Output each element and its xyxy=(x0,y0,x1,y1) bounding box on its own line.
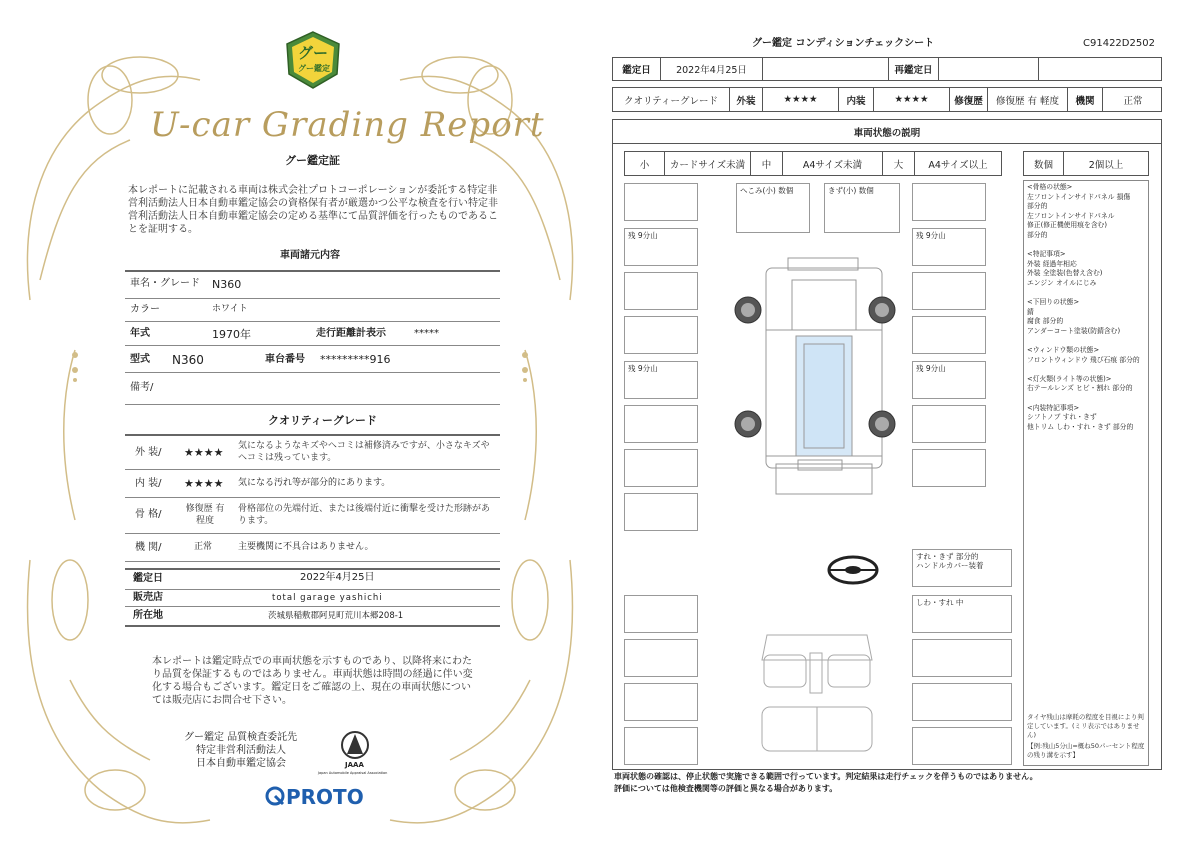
date-row xyxy=(612,57,1162,81)
grade-ext-desc: 気になるようなキズやヘコミは補修済みですが、小さなキズやヘコミは残っています。 xyxy=(238,441,490,463)
grade-engine-label: 機 関/ xyxy=(135,542,162,553)
year-label: 年式 xyxy=(130,328,150,339)
notes-line: シフトノブ すれ・きず xyxy=(1027,413,1097,422)
jaaa-logo-icon xyxy=(340,730,370,760)
engine-value: 正常 xyxy=(1123,95,1143,107)
org-line-2: 特定非営利活動法人 xyxy=(196,745,286,756)
grade-engine-desc: 主要機関に不具合はありません。 xyxy=(238,542,374,552)
tire-rr-box: 残 9分山 xyxy=(912,361,986,399)
shop-value: total garage yashichi xyxy=(272,593,383,603)
condition-check-sheet xyxy=(600,0,1200,848)
name-label: 車名・グレード xyxy=(130,278,200,289)
tire-note-1: タイヤ残山は摩耗の程度を目視により判定しています。(ミリ表示ではありません) xyxy=(1027,713,1144,739)
size-legend xyxy=(624,151,1002,176)
notes-line xyxy=(1027,365,1147,375)
address-label: 所在地 xyxy=(133,610,163,621)
tire-rl-box: 残 9分山 xyxy=(624,361,698,399)
count-value: 2個以上 xyxy=(1088,159,1124,171)
notes-line xyxy=(1027,289,1147,299)
shop-label: 販売店 xyxy=(133,592,163,603)
engine-label: 機関 xyxy=(1068,88,1103,111)
state-title-bar xyxy=(612,119,1162,144)
legend-large: 大 xyxy=(883,152,915,175)
notes-line xyxy=(1027,394,1147,404)
org-line-3: 日本自動車鑑定協会 xyxy=(196,758,286,769)
notes-line: エンジン オイルにじみ xyxy=(1027,278,1097,287)
ext-value: ★★★★ xyxy=(763,88,839,111)
model-label: 型式 xyxy=(130,354,150,365)
eval-date-value: 2022年4月25日 xyxy=(300,572,375,583)
name-value: N360 xyxy=(212,278,242,291)
int-label: 内装 xyxy=(839,88,874,111)
count-legend xyxy=(1023,151,1149,176)
color-value: ホワイト xyxy=(212,304,248,314)
grade-ext-label: 外 装/ xyxy=(135,447,162,458)
repair-value: 修復歴 有 軽度 xyxy=(988,88,1068,111)
notes-line: 修正(修正機使用痕を含む) xyxy=(1027,221,1108,230)
footer-line-1: 車両状態の確認は、停止状態で実施できる範囲で行っています。判定結果は走行チェックを伴うものではありません。 xyxy=(614,772,1038,781)
top-damage-box-2: きず(小) 数個 xyxy=(824,183,900,233)
legend-mid: 中 xyxy=(751,152,783,175)
tire-fl-box: 残 9分山 xyxy=(624,228,698,266)
grade-frame-desc: 骨格部位の先端付近、または後端付近に衝撃を受けた形跡があります。 xyxy=(238,504,491,526)
chassis-value: *********916 xyxy=(320,353,391,366)
notes-line: 錆 xyxy=(1027,307,1034,316)
ext-label: 外装 xyxy=(730,88,763,111)
footer-line-2: 評価については他検査機関等の評価と異なる場合があります。 xyxy=(614,784,838,793)
org-line-1: グー鑑定 品質検査委託先 xyxy=(184,732,298,743)
eval-date-label: 鑑定日 xyxy=(133,573,163,584)
legend-large-desc: A4サイズ以上 xyxy=(928,159,988,171)
chassis-label: 車台番号 xyxy=(265,354,305,365)
report-subtitle: グー鑑定証 xyxy=(285,154,340,167)
notes-line: <下回りの状態> xyxy=(1027,298,1080,307)
grade-frame-label: 骨 格/ xyxy=(135,509,162,520)
state-title: 車両状態の説明 xyxy=(853,127,921,139)
year-value: 1970年 xyxy=(212,328,251,341)
notes-line: <特記事項> xyxy=(1027,250,1066,259)
notes-panel xyxy=(1023,180,1149,766)
steering-note-1: すれ・きず 部分的 xyxy=(916,552,979,561)
interior-diagram xyxy=(752,615,882,765)
grade-engine-value: 正常 xyxy=(194,542,213,552)
notes-label: 備考/ xyxy=(130,382,154,393)
address-value: 茨城県稲敷郡阿見町荒川本郷208-1 xyxy=(268,611,404,621)
notes-line: 腐食 部分的 xyxy=(1027,317,1064,326)
reeval-date-label: 再鑑定日 xyxy=(889,58,939,80)
notes-line: 部分的 xyxy=(1027,230,1048,239)
tire-fr-box: 残 9分山 xyxy=(912,228,986,266)
footer-note: 本レポートは鑑定時点での車両状態を示すものであり、以降将来にわたり品質を保証するものではありません。車両状態は時間の経過に伴い変化する場合もございます。鑑定日をご確認の上、現在の車両状態については販売店にお問合せ下さい。 xyxy=(152,656,473,706)
notes-line: <ウィンドウ類の状態> xyxy=(1027,346,1100,355)
notes-line: 外装 経過年相応 xyxy=(1027,259,1077,268)
wheels-overlay xyxy=(730,290,910,450)
goo-kantei-logo-icon xyxy=(283,30,343,92)
top-damage-box-1: へこみ(小) 数個 xyxy=(736,183,810,233)
date-value: 2022年4月25日 xyxy=(661,58,763,80)
quality-grade-title: クオリティーグレード xyxy=(268,414,377,427)
svg-text:グー: グー xyxy=(297,44,329,62)
jaaa-subtext: Japan Automobile Appraisal Association xyxy=(318,771,388,775)
notes-line: <骨格の状態> xyxy=(1027,183,1073,191)
notes-line xyxy=(1027,241,1147,251)
model-value: N360 xyxy=(172,353,204,367)
grade-ext-value: ★★★★ xyxy=(184,446,224,459)
mileage-value: ***** xyxy=(414,328,439,339)
logo-text: グー鑑定 xyxy=(298,64,330,73)
intro-text: 本レポートに記載される車両は株式会社プロトコーポレーションが委託する特定非営利活動法人日本自動車鑑定協会の資格保有者が厳選かつ公平な検査を行い特定非営利活動法人日本自動車鑑定協会の定める基準にて品質評価を行ったものであることを証明する。 xyxy=(128,185,498,235)
notes-line: 部分的 xyxy=(1027,202,1048,211)
proto-mark-icon xyxy=(265,786,285,806)
notes-line: フロントウィンドウ 飛び石痕 部分的 xyxy=(1027,355,1140,364)
grade-int-value: ★★★★ xyxy=(184,477,224,490)
sheet-title: グー鑑定 コンディションチェックシート xyxy=(752,38,935,49)
notes-line: 右テールレンズ ヒビ・割れ 部分的 xyxy=(1027,384,1133,393)
quality-grade-label: クオリティーグレード xyxy=(613,88,730,111)
notes-line: 左フロントインサイドパネル xyxy=(1027,211,1115,220)
proto-logo-text: PROTO xyxy=(286,785,364,809)
tire-note-2: 【例:残山5分山=概ね50パーセント程度の残り溝を示す】 xyxy=(1027,742,1145,759)
steering-note-2: ハンドルカバー装着 xyxy=(916,561,984,570)
legend-mid-desc: A4サイズ未満 xyxy=(783,152,883,175)
repair-label: 修復歴 xyxy=(950,88,988,111)
notes-line xyxy=(1027,337,1147,347)
notes-line: <内装特記事項> xyxy=(1027,403,1080,412)
jaaa-text: JAAA xyxy=(345,761,364,769)
sheet-id: C91422D2502 xyxy=(1083,38,1155,49)
int-value: ★★★★ xyxy=(874,88,950,111)
legend-small-desc: カードサイズ未満 xyxy=(665,152,751,175)
steering-note-box xyxy=(912,549,1012,587)
color-label: カラー xyxy=(130,304,160,315)
count-label: 数個 xyxy=(1024,152,1064,175)
steering-wheel-icon xyxy=(826,554,880,586)
notes-line: 外装 全塗装(色替え含む) xyxy=(1027,269,1103,278)
legend-small: 小 xyxy=(625,152,665,175)
notes-line: 左フロントインサイドパネル 損傷 xyxy=(1027,192,1131,201)
grade-int-label: 内 装/ xyxy=(135,478,162,489)
grade-row xyxy=(612,87,1162,112)
date-label: 鑑定日 xyxy=(613,58,661,80)
notes-line: <灯火類(ライト等の状態)> xyxy=(1027,374,1112,383)
spec-title: 車両諸元内容 xyxy=(280,250,340,261)
mileage-label: 走行距離計表示 xyxy=(316,328,386,339)
report-title: U-car Grading Report xyxy=(150,105,545,145)
grade-frame-value: 修復歴 有程度 xyxy=(185,504,225,526)
grade-int-desc: 気になる汚れ等が部分的にあります。 xyxy=(238,478,391,488)
notes-line: 他トリム しわ・すれ・きず 部分的 xyxy=(1027,422,1134,431)
seat-note-box: しわ・すれ 中 xyxy=(912,595,1012,633)
notes-line: アンダーコート塗装(防錆含む) xyxy=(1027,326,1121,335)
